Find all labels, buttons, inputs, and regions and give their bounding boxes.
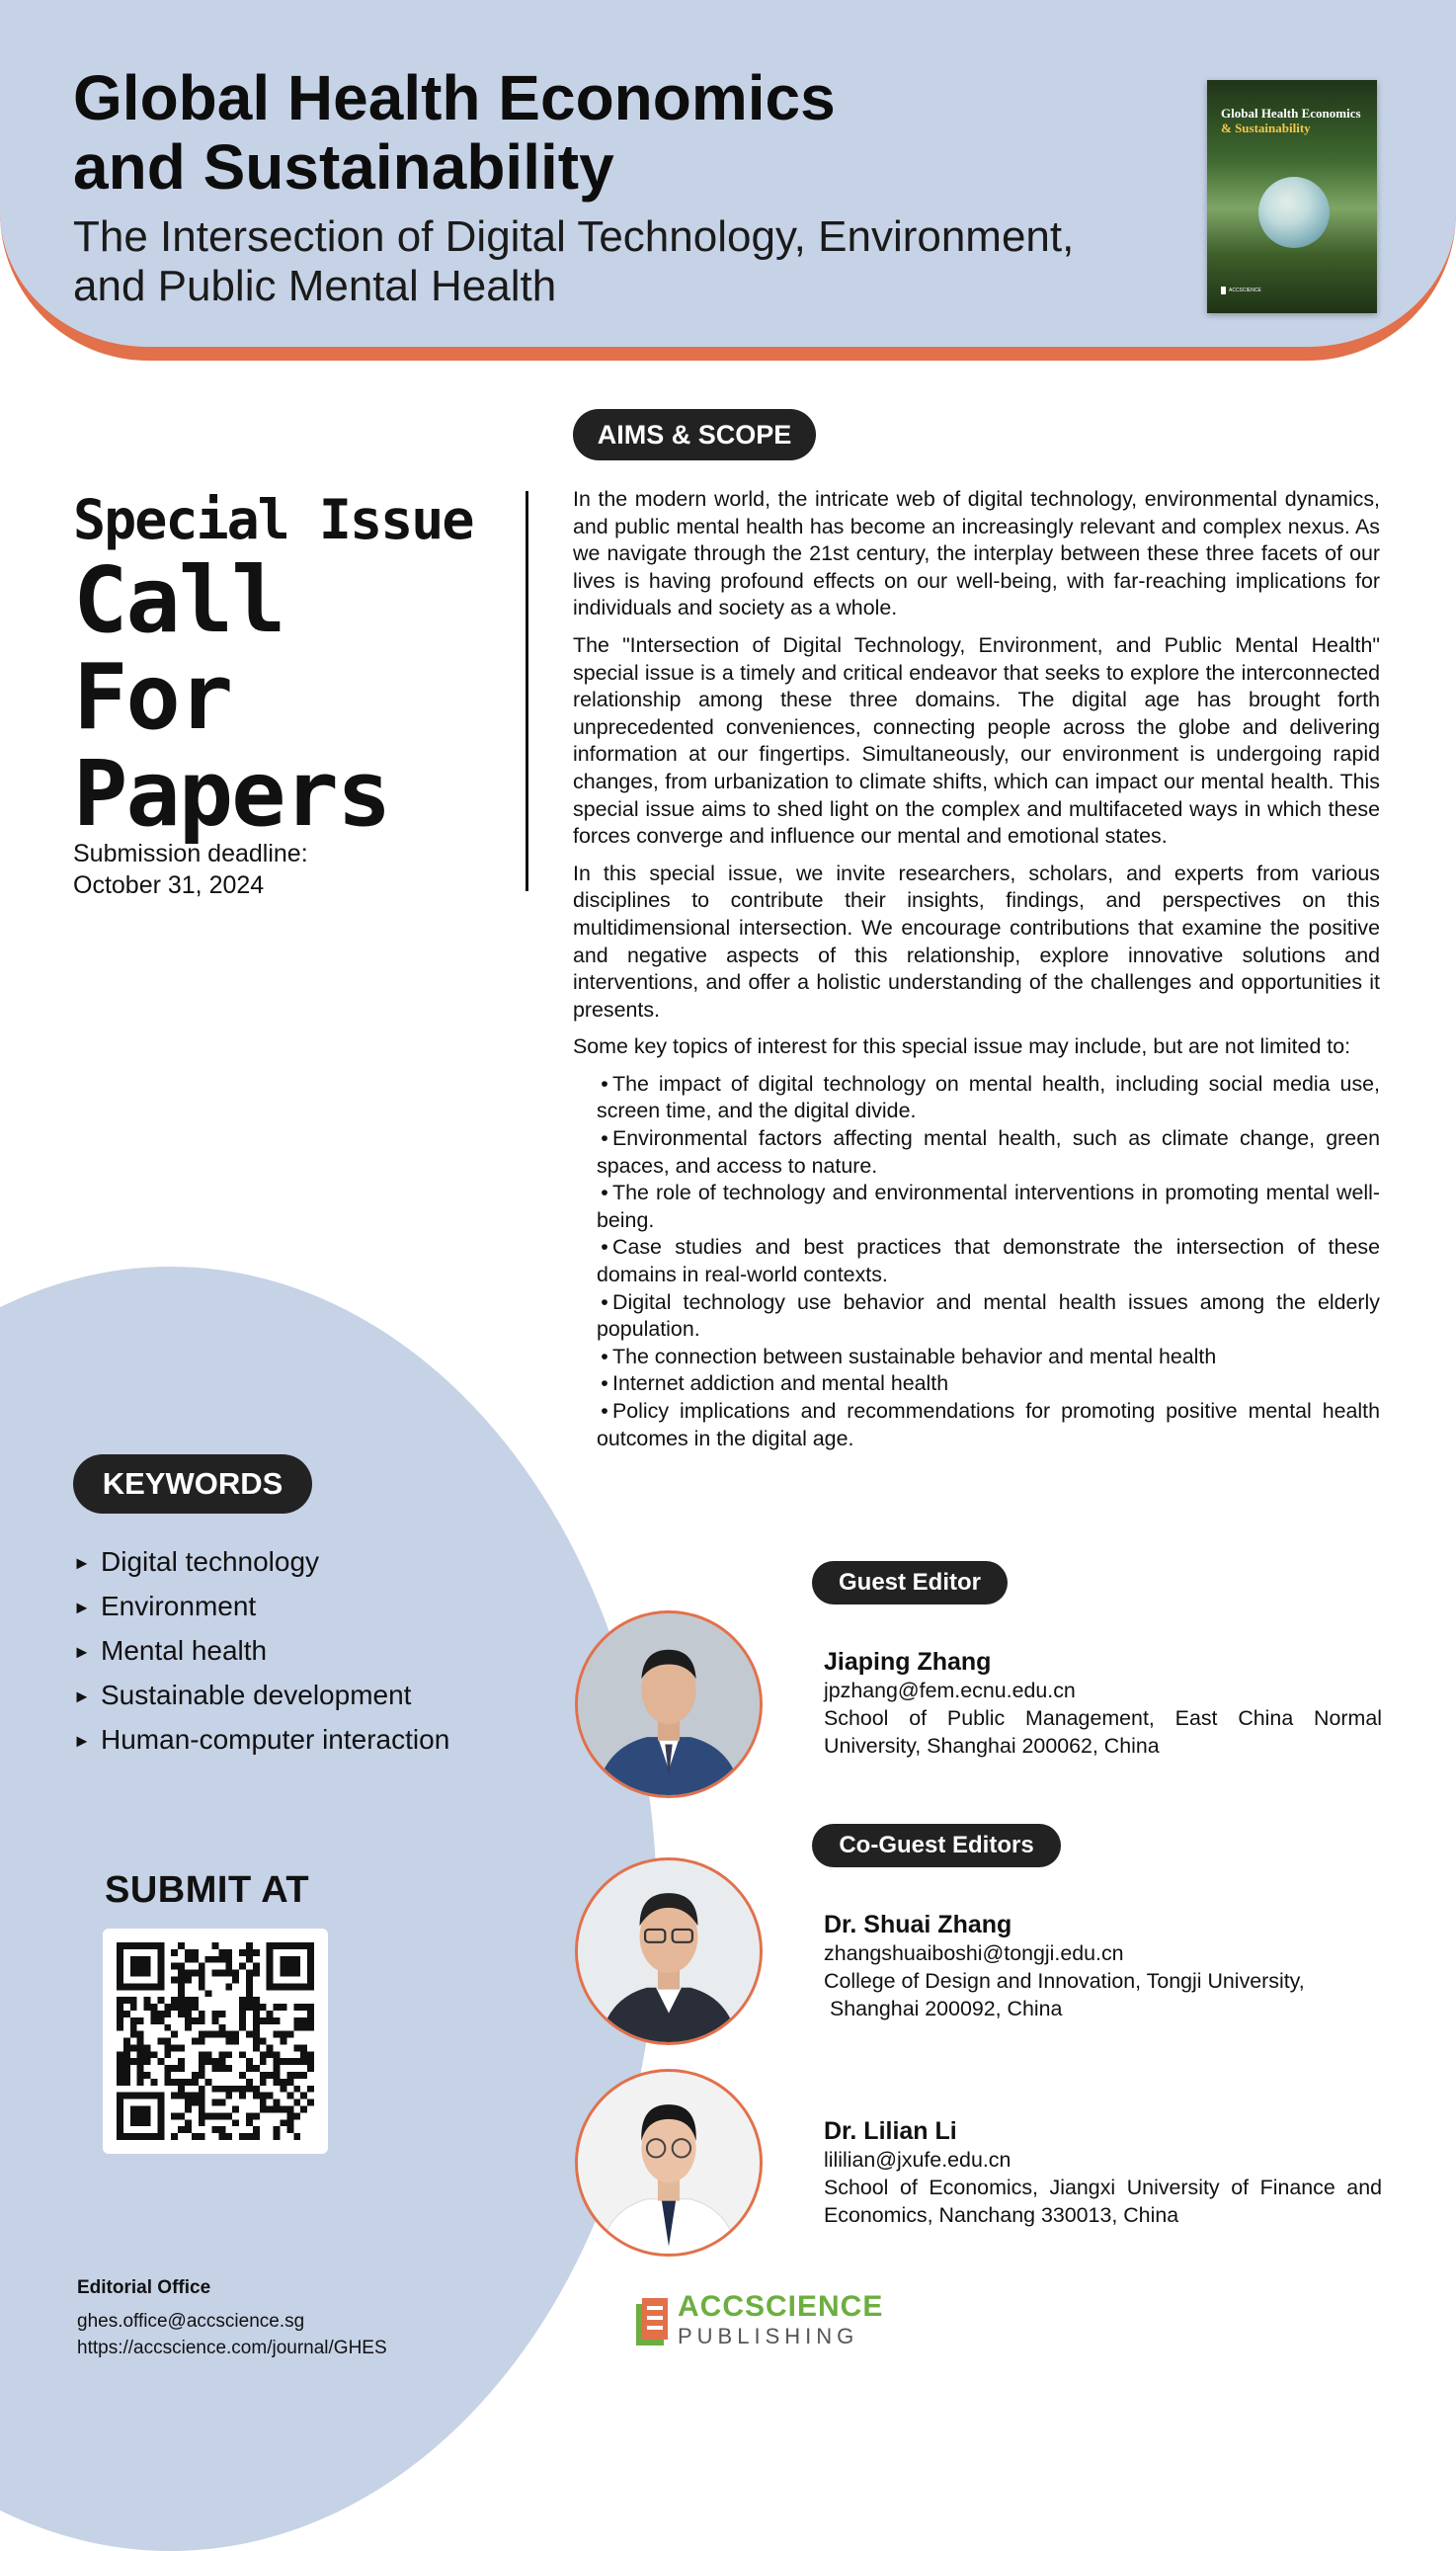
aims-paragraph-3: In this special issue, we invite researchers, scholars, and experts from various disciplines to contribute their insights, findings, and perspectives on this multidimensional intersection. We encourage contributions that examine the positive and negative aspects of this relationship, explore innovative solutions and interventions, and offer a holistic understanding of the challenges and opportunities it presents. (573, 861, 1380, 1022)
call-for-papers-line1: Call (73, 547, 284, 653)
bullet-icon: • (601, 1126, 608, 1151)
qr-code-icon[interactable] (117, 1942, 314, 2140)
submit-at-label: SUBMIT AT (105, 1869, 310, 1911)
journal-cover-image (1207, 80, 1377, 313)
cover-title-line1: Global Health Economics (1221, 106, 1361, 121)
keyword-item (73, 1628, 449, 1673)
publisher-logo-icon (634, 2294, 670, 2349)
keyword-text: Environment (101, 1591, 257, 1621)
keyword-text: Sustainable development (101, 1680, 412, 1710)
topic-text: The role of technology and environmental interventions in promoting mental well-being. (597, 1181, 1380, 1232)
issue-subtitle-line1: The Intersection of Digital Technology, Environment, (73, 212, 1075, 261)
keyword-text: Human-computer interaction (101, 1724, 450, 1755)
keyword-item (73, 1539, 449, 1584)
publisher-subtitle: PUBLISHING (678, 2324, 859, 2348)
topic-item (597, 1071, 1380, 1125)
deadline-label: Submission deadline: (73, 840, 308, 867)
topic-item (597, 1344, 1380, 1371)
topic-text: Internet addiction and mental health (612, 1371, 949, 1396)
triangle-right-icon: ► (73, 1598, 91, 1618)
vertical-divider (526, 491, 528, 891)
editor-affiliation: School of Public Management, East China Normal University, Shanghai 200062, China (824, 1706, 1382, 1758)
topic-item (597, 1370, 1380, 1398)
editorial-office-email[interactable]: ghes.office@accscience.sg (77, 2311, 305, 2332)
triangle-right-icon: ► (73, 1687, 91, 1707)
keyword-text: Mental health (101, 1635, 268, 1666)
call-for-papers-line3: Papers (73, 741, 390, 847)
cover-title-line2: & Sustainability (1221, 121, 1311, 135)
editor-name: Dr. Shuai Zhang (824, 1911, 1012, 1938)
publisher-name: ACCSCIENCE (678, 2290, 884, 2323)
qr-code-card[interactable] (103, 1929, 328, 2154)
bullet-icon: • (601, 1371, 608, 1396)
triangle-right-icon: ► (73, 1553, 91, 1574)
guest-editor-heading: Guest Editor (812, 1561, 1008, 1605)
journal-url-link[interactable]: https://accscience.com/journal/GHES (77, 2338, 387, 2358)
triangle-right-icon: ► (73, 1731, 91, 1752)
topic-item (597, 1289, 1380, 1344)
co-editor-photo-1 (575, 1857, 763, 2045)
topic-item (597, 1234, 1380, 1288)
topics-list (573, 1071, 1380, 1452)
cover-publisher-logo: ACCSCIENCE (1221, 287, 1288, 294)
person-portrait-icon (578, 1860, 760, 2042)
bullet-icon: • (601, 1181, 608, 1205)
journal-title-line1: Global Health Economics (73, 62, 836, 133)
co-editor-info-1 (824, 1911, 1382, 2022)
keyword-text: Digital technology (101, 1546, 320, 1577)
editor-email[interactable]: lililian@jxufe.edu.cn (824, 2148, 1011, 2172)
bullet-icon: • (601, 1344, 608, 1368)
aims-paragraph-1: In the modern world, the intricate web of digital technology, environmental dynamics, and public mental health has become an increasingly relevant and complex nexus. As we navigate through the 21st century, the interplay between these three facets of our lives is having profound effects on our well-being, with far-reaching implications for individuals and society as a whole. (573, 487, 1380, 620)
keyword-item (73, 1717, 449, 1762)
editor-affiliation-line1: College of Design and Innovation, Tongji University, (824, 1969, 1305, 1993)
editor-affiliation-line2: Shanghai 200092, China (824, 1997, 1063, 2020)
guest-editor-info (824, 1648, 1382, 1760)
topic-text: Policy implications and recommendations for promoting positive mental health outcomes in the digital age. (597, 1399, 1380, 1450)
aims-scope-heading: AIMS & SCOPE (573, 409, 816, 460)
editor-email[interactable]: jpzhang@fem.ecnu.edu.cn (824, 1679, 1076, 1702)
triangle-right-icon: ► (73, 1642, 91, 1663)
editorial-office-label: Editorial Office (77, 2277, 211, 2298)
topic-item (597, 1180, 1380, 1234)
co-editor-info-2 (824, 2117, 1382, 2229)
keyword-item (73, 1584, 449, 1628)
keywords-heading: KEYWORDS (73, 1454, 312, 1514)
globe-illustration (1258, 177, 1330, 248)
editor-name: Jiaping Zhang (824, 1648, 992, 1676)
topic-text: Environmental factors affecting mental health, such as climate change, green spaces, and access to nature. (597, 1126, 1380, 1178)
person-portrait-icon (578, 1613, 760, 1795)
co-guest-editors-heading: Co-Guest Editors (812, 1824, 1061, 1867)
aims-paragraph-4: Some key topics of interest for this special issue may include, but are not limited to: (573, 1034, 1351, 1059)
journal-title-line2: and Sustainability (73, 131, 614, 203)
editor-email[interactable]: zhangshuaiboshi@tongji.edu.cn (824, 1941, 1124, 1965)
cover-title (1221, 106, 1369, 135)
bullet-icon: • (601, 1399, 608, 1423)
bullet-icon: • (601, 1071, 608, 1096)
keyword-item (73, 1673, 449, 1717)
issue-subtitle-line2: and Public Mental Health (73, 262, 557, 310)
editor-name: Dr. Lilian Li (824, 2117, 957, 2145)
topic-item (597, 1125, 1380, 1180)
issue-subtitle (73, 212, 1160, 311)
journal-title (73, 63, 1140, 202)
topic-text: The impact of digital technology on mental health, including social media use, screen time, and the digital divide. (597, 1071, 1380, 1123)
topic-text: Digital technology use behavior and mental health issues among the elderly population. (597, 1289, 1380, 1342)
topic-text: Case studies and best practices that demonstrate the intersection of these domains in real-world contexts. (597, 1235, 1380, 1287)
bullet-icon: • (601, 1289, 608, 1314)
person-portrait-icon (578, 2072, 760, 2254)
call-for-papers-line2: For (73, 644, 232, 750)
keywords-list (73, 1539, 449, 1762)
guest-editor-photo (575, 1610, 763, 1798)
co-editor-photo-2 (575, 2069, 763, 2257)
aims-paragraph-2: The "Intersection of Digital Technology, Environment, and Public Mental Health" special issue is a timely and critical endeavor that seeks to explore the interconnected relationship among these three domains. The digital age has brought forth unprecedented conveniences, connecting people across the globe and delivering information at our fingertips. Simultaneously, our environment is undergoing rapid changes, from urbanization to climate shifts, which can impact our mental health. This special issue aims to shed light on the complex and multifaceted ways in which these forces converge and influence our mental and emotional states. (573, 632, 1380, 849)
special-issue-label: Special Issue (73, 488, 473, 551)
aims-scope-body (573, 486, 1380, 1452)
editor-affiliation: School of Economics, Jiangxi University of Finance and Economics, Nanchang 330013, China (824, 2176, 1382, 2227)
deadline-date: October 31, 2024 (73, 871, 265, 899)
bullet-icon: • (601, 1235, 608, 1260)
topic-text: The connection between sustainable behavior and mental health (612, 1344, 1217, 1368)
topic-item (597, 1398, 1380, 1452)
